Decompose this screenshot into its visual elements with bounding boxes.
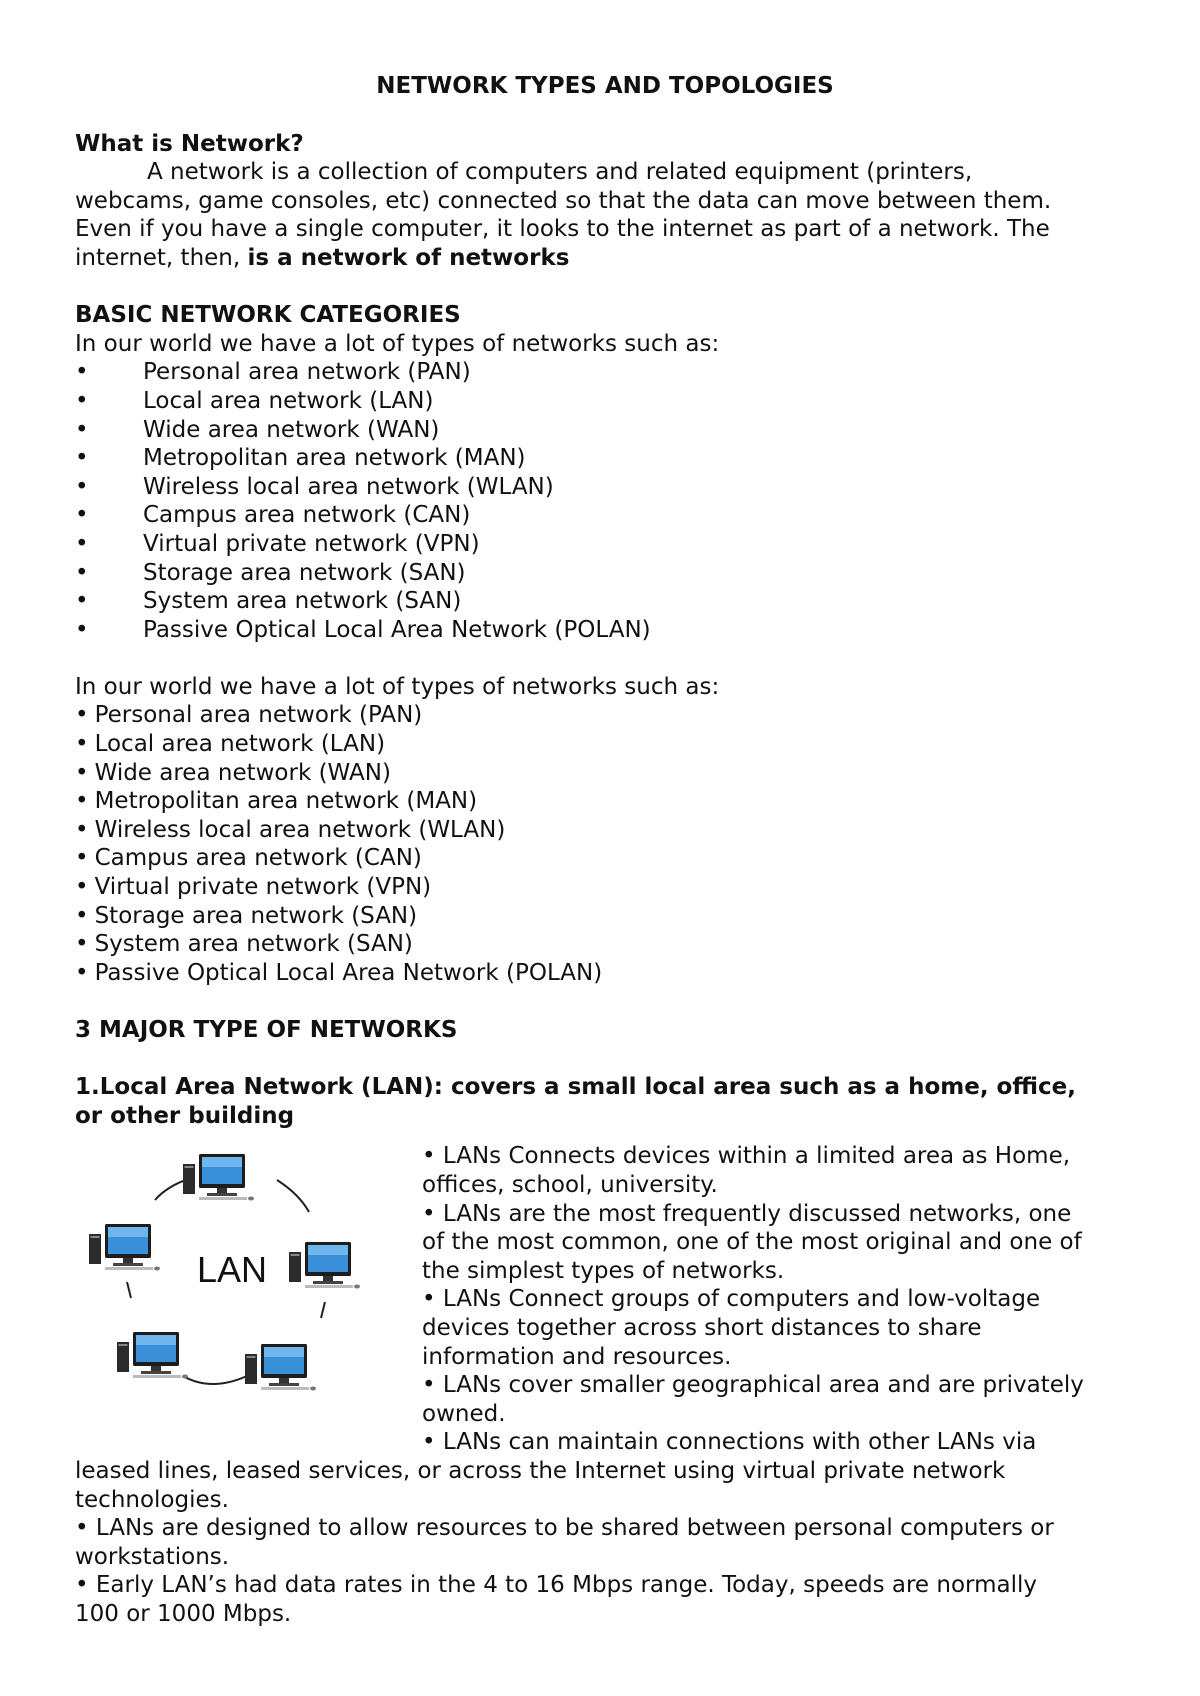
network-definition-plain: internet, then, <box>75 244 248 271</box>
bullet: • <box>75 759 89 786</box>
basic-categories-intro: In our world we have a lot of types of networks such as: <box>75 330 720 357</box>
list-item: • System area network (SAN) <box>75 588 462 615</box>
basic-categories-heading: BASIC NETWORK CATEGORIES <box>75 302 461 329</box>
list-item: • Storage area network (SAN) <box>75 902 418 929</box>
bullet: • <box>75 845 89 872</box>
lan-text-line: technologies. <box>75 1486 229 1513</box>
network-definition-line-1: A network is a collection of computers and related equipment (printers, <box>147 159 973 186</box>
lan-text-line: owned. <box>422 1400 506 1427</box>
lan-text-line: of the most common, one of the most original and one of <box>422 1229 1082 1256</box>
bullet: • <box>75 387 89 414</box>
list-item: • Wireless local area network (WLAN) <box>75 816 506 843</box>
lan-text-line: leased lines, leased services, or across the Internet using virtual private network <box>75 1457 1006 1484</box>
lan-text-line: • LANs Connect groups of computers and low-voltage <box>422 1286 1041 1313</box>
bullet: • <box>75 931 89 958</box>
list-item: • Local area network (LAN) <box>75 387 434 414</box>
lan-text-line: • LANs are the most frequently discussed networks, one <box>422 1200 1072 1227</box>
lan-text-line: • LANs can maintain connections with other LANs via <box>422 1429 1037 1456</box>
bullet: • <box>75 959 89 986</box>
list-item: • Personal area network (PAN) <box>75 359 471 386</box>
bullet: • <box>75 902 89 929</box>
lan-text-line: 100 or 1000 Mbps. <box>75 1600 292 1627</box>
computer-icon <box>289 1242 360 1289</box>
bullet: • <box>75 874 89 901</box>
list-item: • Storage area network (SAN) <box>75 559 466 586</box>
list-item: • Wide area network (WAN) <box>75 416 440 443</box>
list-item: • Campus area network (CAN) <box>75 845 422 872</box>
bullet: • <box>75 559 89 586</box>
computer-icon <box>89 1224 160 1271</box>
bullet: • <box>75 816 89 843</box>
lan-text-line: • LANs cover smaller geographical area and are privately <box>422 1372 1084 1399</box>
lan-text-line: • Early LAN’s had data rates in the 4 to 16 Mbps range. Today, speeds are normally <box>75 1572 1037 1599</box>
network-definition-bold: is a network of networks <box>247 244 570 271</box>
list-item: • Wireless local area network (WLAN) <box>75 473 554 500</box>
major-types-heading: 3 MAJOR TYPE OF NETWORKS <box>75 1017 458 1043</box>
bullet: • <box>75 416 89 443</box>
lan-text-line: the simplest types of networks. <box>422 1257 785 1284</box>
lan-section <box>75 1142 1135 1628</box>
lan-text-line: • LANs Connects devices within a limited area as Home, <box>422 1143 1071 1170</box>
lan-diagram <box>87 1150 407 1410</box>
document-title: NETWORK TYPES AND TOPOLOGIES <box>376 73 834 99</box>
lan-text-line: information and resources. <box>422 1343 732 1370</box>
bullet: • <box>75 731 89 758</box>
list-item: • Local area network (LAN) <box>75 731 386 758</box>
bullet: • <box>75 445 89 472</box>
list-item: • Passive Optical Local Area Network (POLAN) <box>75 616 651 643</box>
bullet: • <box>75 588 89 615</box>
list-item: • System area network (SAN) <box>75 931 413 958</box>
list-item: • Passive Optical Local Area Network (POLAN) <box>75 959 603 986</box>
what-is-network-heading: What is Network? <box>75 130 304 157</box>
bullet: • <box>75 473 89 500</box>
computer-icon <box>117 1332 188 1379</box>
bullet: • <box>75 502 89 529</box>
lan-heading-line-2: or other building <box>75 1102 295 1129</box>
bullet: • <box>75 359 89 386</box>
lan-text-line: offices, school, university. <box>422 1171 718 1198</box>
list-item: • Personal area network (PAN) <box>75 702 423 729</box>
network-types-list-tabbed <box>75 358 1135 644</box>
bullet: • <box>75 788 89 815</box>
bullet: • <box>75 702 89 729</box>
list-item: • Wide area network (WAN) <box>75 759 391 786</box>
lan-text-line: workstations. <box>75 1543 230 1570</box>
computer-icon <box>245 1344 316 1391</box>
document-page <box>75 72 1135 1628</box>
network-types-list-compact <box>75 701 1135 987</box>
bullet: • <box>75 530 89 557</box>
network-definition-line-3: Even if you have a single computer, it looks to the internet as part of a network. The <box>75 216 1050 243</box>
list-item: • Virtual private network (VPN) <box>75 874 432 901</box>
network-definition-line-4 <box>75 244 1135 273</box>
network-types-intro-repeat: In our world we have a lot of types of networks such as: <box>75 673 720 700</box>
list-item: • Virtual private network (VPN) <box>75 530 480 557</box>
network-definition-line-2: webcams, game consoles, etc) connected so that the data can move between them. <box>75 187 1052 214</box>
list-item: • Campus area network (CAN) <box>75 502 471 529</box>
lan-bullets-full <box>75 1457 1135 1629</box>
lan-text-line: • LANs are designed to allow resources to be shared between personal computers or <box>75 1515 1054 1542</box>
lan-heading-line-1: 1.Local Area Network (LAN): covers a small local area such as a home, office, <box>75 1074 1076 1101</box>
list-item: • Metropolitan area network (MAN) <box>75 788 478 815</box>
list-item: • Metropolitan area network (MAN) <box>75 445 526 472</box>
lan-diagram-label: LAN <box>197 1249 268 1291</box>
bullet: • <box>75 616 89 643</box>
computer-icon <box>183 1154 254 1201</box>
lan-text-line: devices together across short distances to share <box>422 1314 982 1341</box>
